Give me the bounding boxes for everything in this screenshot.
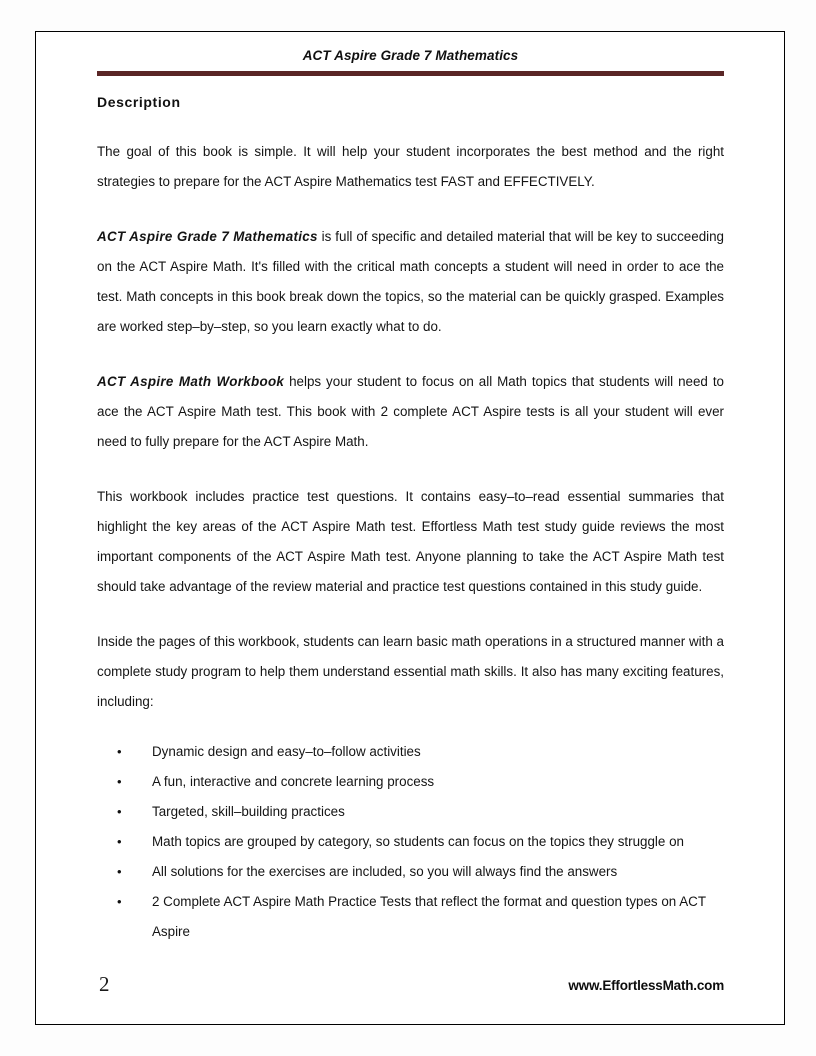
list-item-label: Targeted, skill–building practices	[152, 803, 345, 819]
list-item	[97, 857, 724, 887]
paragraph-text: is full of specific and detailed material that will be key to succeeding on the ACT Aspire Math. It's filled with the critical math concepts a student will need in order to ace the test. Math concepts in this book break down the topics, so the material can be quickly grasped. Examples are worked step–by–step, so you learn exactly what to do.	[97, 228, 725, 334]
page-number: 2	[99, 972, 110, 996]
paragraph-lead-title: ACT Aspire Math Workbook	[97, 373, 285, 389]
page-footer	[97, 965, 724, 995]
paragraph-text: Inside the pages of this workbook, students can learn basic math operations in a structured manner with a complete study program to help them understand essential math skills. It also has many exciting features, including:	[97, 633, 724, 709]
bullet-icon: •	[117, 743, 122, 759]
document-page	[35, 31, 785, 1025]
header-title: ACT Aspire Grade 7 Mathematics	[302, 48, 519, 63]
list-item-label: 2 Complete ACT Aspire Math Practice Tests that reflect the format and question types on ACT Aspire	[152, 893, 706, 939]
paragraph-text: The goal of this book is simple. It will help your student incorporates the best method and the right strategies to prepare for the ACT Aspire Mathematics test FAST and EFFECTIVELY.	[97, 143, 724, 189]
list-item-label: A fun, interactive and concrete learning process	[152, 773, 435, 789]
section-heading: Description	[97, 94, 181, 110]
paragraph-text: helps your student to focus on all Math topics that students will need to ace the ACT Aspire Math test. This book with 2 complete ACT Aspire tests is all your student will ever need to fully prepare for the ACT Aspire Math.	[97, 373, 724, 449]
header-divider-rule	[97, 71, 724, 76]
paragraph-lead-title: ACT Aspire Grade 7 Mathematics	[97, 228, 318, 244]
list-item-label: Math topics are grouped by category, so students can focus on the topics they struggle on	[152, 833, 684, 849]
list-item	[97, 737, 724, 767]
list-item	[97, 887, 724, 947]
bullet-icon: •	[117, 893, 122, 909]
paragraph-book-overview	[97, 222, 724, 342]
paragraph-features-intro	[97, 627, 724, 717]
list-item-label: Dynamic design and easy–to–follow activities	[152, 743, 421, 759]
bullet-icon: •	[117, 863, 122, 879]
bullet-icon: •	[117, 773, 122, 789]
document-body	[97, 94, 724, 947]
site-url: www.EffortlessMath.com	[568, 977, 724, 993]
paragraph-text: This workbook includes practice test questions. It contains easy–to–read essential summaries that highlight the key areas of the ACT Aspire Math test. Effortless Math test study guide reviews the most important components of the ACT Aspire Math test. Anyone planning to take the ACT Aspire Math test should take advantage of the review material and practice test questions contained in this study guide.	[97, 488, 724, 594]
list-item-label: All solutions for the exercises are included, so you will always find the answers	[152, 863, 618, 879]
bullet-icon: •	[117, 833, 122, 849]
paragraph-workbook	[97, 367, 724, 457]
list-item	[97, 797, 724, 827]
feature-bullet-list	[97, 737, 724, 947]
list-item	[97, 767, 724, 797]
list-item	[97, 827, 724, 857]
paragraph-intro	[97, 137, 724, 197]
running-header	[97, 48, 724, 76]
bullet-icon: •	[117, 803, 122, 819]
paragraph-practice-questions	[97, 482, 724, 602]
